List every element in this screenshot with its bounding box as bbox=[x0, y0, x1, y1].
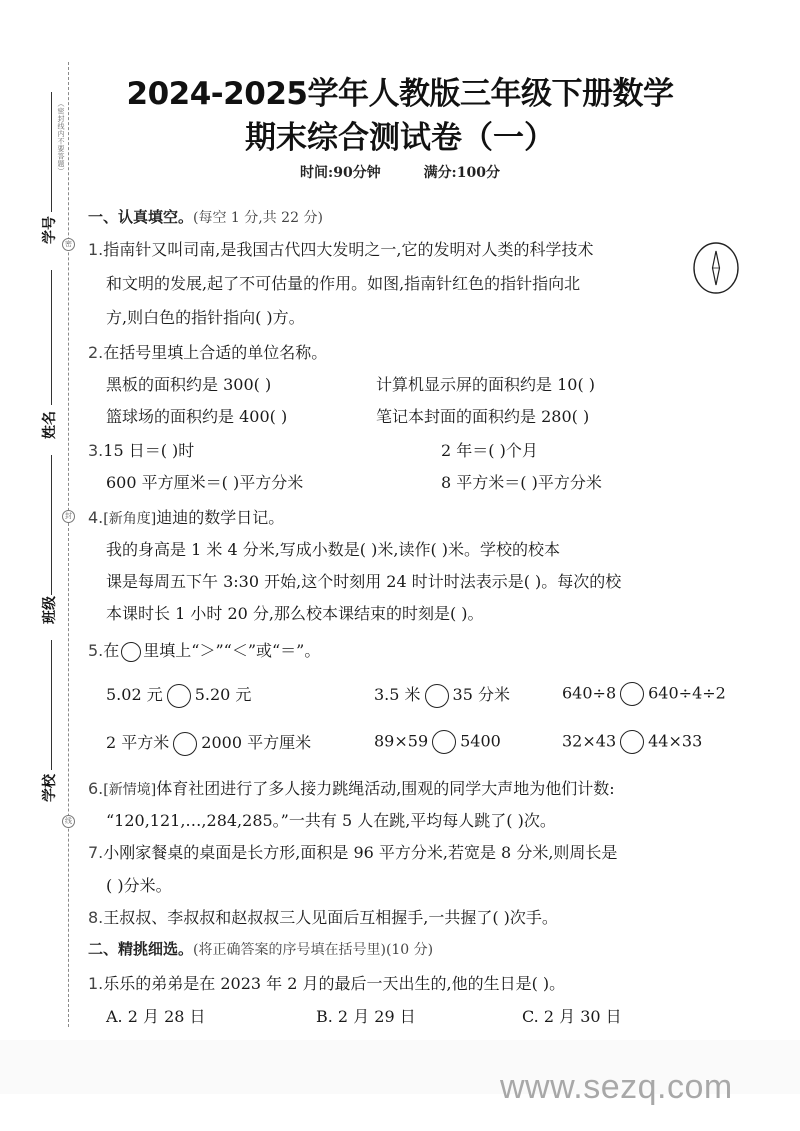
compare-circle-input[interactable] bbox=[167, 684, 191, 708]
watermark: www.sezq.com bbox=[500, 1068, 733, 1106]
compare-circle-input[interactable] bbox=[425, 684, 449, 708]
section-2-heading: 二、精挑细选。(将正确答案的序号填在括号里)(10 分) bbox=[88, 940, 434, 958]
q2-item-b[interactable]: 计算机显示屏的面积约是 10( ) bbox=[376, 375, 596, 394]
q1-line-3[interactable]: 方,则白色的指针指向( )方。 bbox=[106, 308, 305, 327]
class-line[interactable] bbox=[51, 455, 52, 595]
circle-icon bbox=[121, 642, 141, 662]
q3-item-c[interactable]: 600 平方厘米＝( )平方分米 bbox=[106, 473, 304, 492]
seal-mark-xian: 线 bbox=[62, 815, 75, 828]
q5-item-5: 89×59 5400 bbox=[374, 730, 501, 754]
q2-item-c[interactable]: 篮球场的面积约是 400( ) bbox=[106, 407, 288, 426]
q5-item-4: 2 平方米 2000 平方厘米 bbox=[106, 730, 311, 756]
q5-item-1: 5.02 元 5.20 元 bbox=[106, 682, 251, 708]
q8-line-1[interactable]: 8.王叔叔、李叔叔和赵叔叔三人见面后互相握手,一共握了( )次手。 bbox=[88, 908, 558, 927]
s2-q1-option-a[interactable]: A. 2 月 28 日 bbox=[106, 1007, 206, 1026]
q1-line-2: 和文明的发展,起了不可估量的作用。如图,指南针红色的指针指向北 bbox=[106, 274, 581, 293]
q6-line-1: 6.[新情境]体育社团进行了多人接力跳绳活动,围观的同学大声地为他们计数: bbox=[88, 779, 615, 798]
compare-circle-input[interactable] bbox=[620, 682, 644, 706]
q3-item-b[interactable]: 2 年＝( )个月 bbox=[441, 441, 538, 460]
q4-line-1[interactable]: 我的身高是 1 米 4 分米,写成小数是( )米,读作( )米。学校的校本 bbox=[106, 540, 561, 559]
seal-mark-feng: 封 bbox=[62, 510, 75, 523]
seal-note: （密封线内不要答题） bbox=[57, 100, 65, 175]
q4-title: 4.[新角度]迪迪的数学日记。 bbox=[88, 508, 285, 527]
q1-line-1: 1.指南针又叫司南,是我国古代四大发明之一,它的发明对人类的科学技术 bbox=[88, 240, 594, 259]
q3-item-a[interactable]: 3.15 日＝( )时 bbox=[88, 441, 195, 460]
title-line-1: 2024-2025学年人教版三年级下册数学 bbox=[126, 76, 674, 112]
q2-item-d[interactable]: 笔记本封面的面积约是 280( ) bbox=[376, 407, 590, 426]
q5-item-3: 640÷8 640÷4÷2 bbox=[562, 682, 726, 706]
student-id-label: 学号 bbox=[42, 216, 58, 244]
class-label: 班级 bbox=[42, 596, 58, 624]
q6-line-2[interactable]: “120,121,…,284,285。”一共有 5 人在跳,平均每人跳了( )次。 bbox=[106, 811, 556, 830]
q2-prompt: 2.在括号里填上合适的单位名称。 bbox=[88, 343, 328, 362]
exam-meta bbox=[0, 162, 800, 182]
q5-item-6: 32×43 44×33 bbox=[562, 730, 702, 754]
name-line[interactable] bbox=[51, 270, 52, 405]
q2-item-a[interactable]: 黑板的面积约是 300( ) bbox=[106, 375, 272, 394]
s2-q1-option-c[interactable]: C. 2 月 30 日 bbox=[522, 1007, 622, 1026]
q6-tag: [新情境] bbox=[103, 782, 157, 798]
q7-line-1: 7.小刚家餐桌的桌面是长方形,面积是 96 平方分米,若宽是 8 分米,则周长是 bbox=[88, 843, 618, 862]
s2-q1-option-b[interactable]: B. 2 月 29 日 bbox=[316, 1007, 416, 1026]
compare-circle-input[interactable] bbox=[620, 730, 644, 754]
school-label: 学校 bbox=[42, 774, 58, 802]
s2-q1-line-1[interactable]: 1.乐乐的弟弟是在 2023 年 2 月的最后一天出生的,他的生日是( )。 bbox=[88, 974, 566, 993]
compare-circle-input[interactable] bbox=[432, 730, 456, 754]
q4-line-3[interactable]: 本课时长 1 小时 20 分,那么校本课结束的时刻是( )。 bbox=[106, 604, 484, 623]
title-line-2: 期末综合测试卷（一） bbox=[245, 120, 555, 156]
seal-mark-mi: 密 bbox=[62, 238, 75, 251]
compass-icon bbox=[693, 242, 739, 294]
school-line[interactable] bbox=[51, 640, 52, 770]
seal-dashed-line bbox=[68, 62, 69, 1027]
q4-line-2[interactable]: 课是每周五下午 3:30 开始,这个时刻用 24 时计时法表示是( )。每次的校 bbox=[106, 572, 622, 591]
q4-tag: [新角度] bbox=[103, 511, 157, 527]
q5-prompt: 5.在 里填上“＞”“＜”或“＝”。 bbox=[88, 641, 321, 660]
section-1-heading: 一、认真填空。(每空 1 分,共 22 分) bbox=[88, 208, 323, 226]
q3-item-d[interactable]: 8 平方米＝( )平方分米 bbox=[441, 473, 602, 492]
compare-circle-input[interactable] bbox=[173, 732, 197, 756]
exam-time: 时间:90分钟 bbox=[300, 165, 381, 181]
exam-full-score: 满分:100分 bbox=[423, 165, 500, 181]
name-label: 姓名 bbox=[42, 411, 58, 439]
q7-line-2[interactable]: ( )分米。 bbox=[106, 876, 172, 895]
q5-item-2: 3.5 米 35 分米 bbox=[374, 682, 510, 708]
